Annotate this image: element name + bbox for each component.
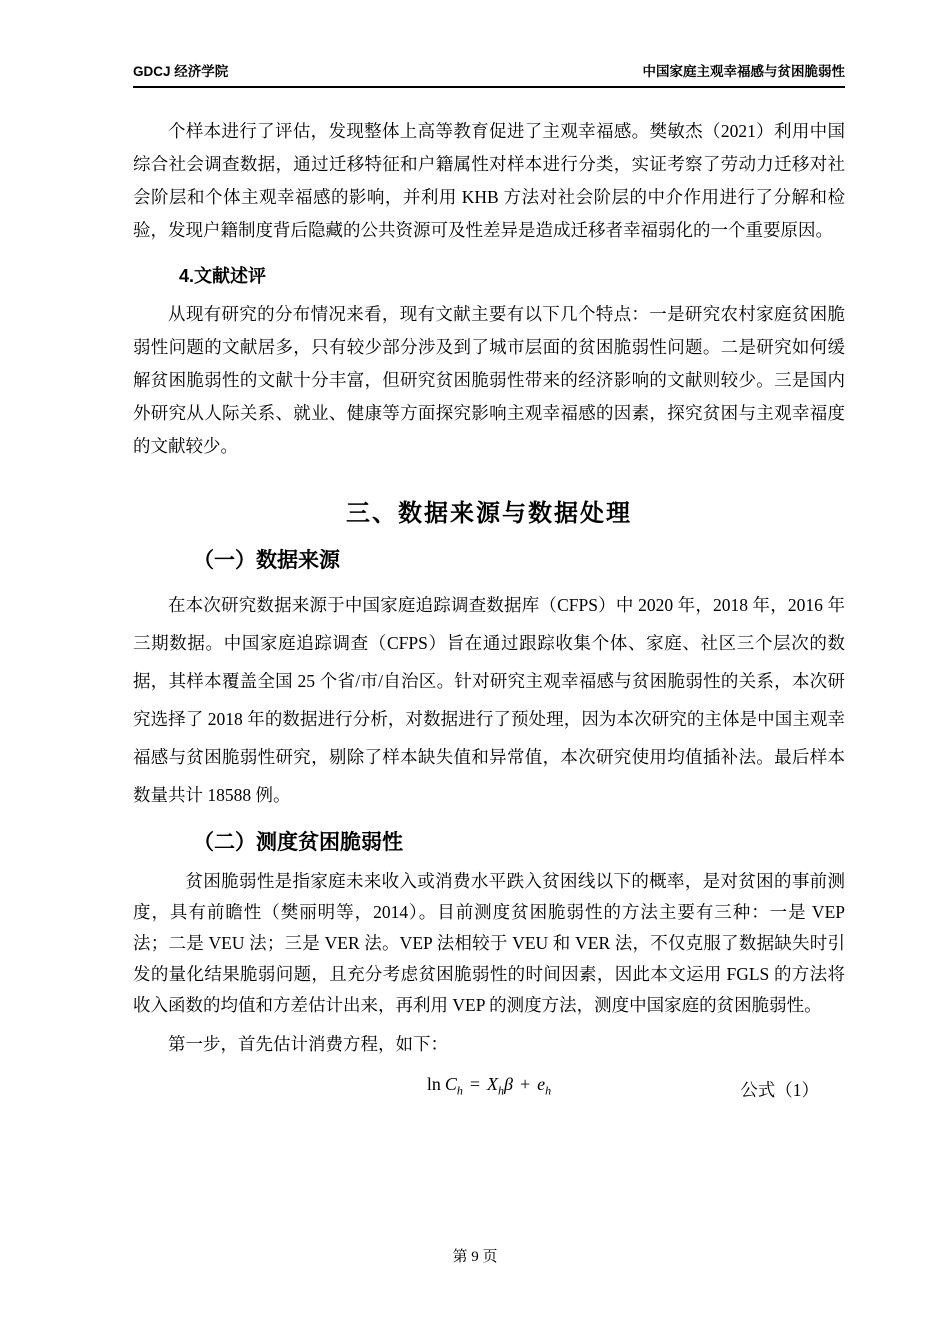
formula-var-e: e <box>537 1074 546 1094</box>
paragraph-data-source: 在本次研究数据来源于中国家庭追踪调查数据库（CFPS）中 2020 年，2018 年，2016 年三期数据。中国家庭追踪调查（CFPS）旨在通过跟踪收集个体、家庭、社区三个层次的数据，其样本覆盖全国 25 个省/市/自治区。针对研究主观幸福感与贫困脆弱性的关系，本次研究选择了 2018 年的数据进行分析，对数据进行了预处理，因为本次研究的主体是中国主观幸福感与贫困脆弱性研究，剔除了样本缺失值和异常值，本次研究使用均值插补法。最后样本数量共计 18588 例。 <box>133 595 845 805</box>
formula-ln: ln <box>426 1074 441 1094</box>
formula-sub-h3: h <box>545 1083 552 1098</box>
formula-row <box>133 1074 845 1108</box>
header-left-text: GDCJ 经济学院 <box>133 64 229 79</box>
page-body <box>133 115 845 1108</box>
header-right-text: 中国家庭主观幸福感与贫困脆弱性 <box>642 64 845 79</box>
page-number: 第 9 页 <box>452 1249 498 1265</box>
heading-literature-review: 4.文献述评 <box>179 266 267 286</box>
paragraph-literature-continuation: 个样本进行了评估，发现整体上高等教育促进了主观幸福感。樊敏杰（2021）利用中国综合社会调查数据，通过迁移特征和户籍属性对样本进行分类，实证考察了劳动力迁移对社会阶层和个体主观幸福感的影响，并利用 KHB 方法对社会阶层的中介作用进行了分解和检验，发现户籍制度背后隐藏的公共资源可及性差异是造成迁移者幸福弱化的一个重要原因。 <box>133 121 845 240</box>
formula-var-x: X <box>487 1074 499 1094</box>
consumption-equation <box>427 1074 551 1099</box>
subsection-title-vulnerability-measure: （二）测度贫困脆弱性 <box>193 831 403 854</box>
formula-equals: = <box>469 1074 481 1094</box>
formula-plus: + <box>520 1074 531 1094</box>
formula-beta: β <box>504 1074 513 1094</box>
formula-number-label: 公式（1） <box>740 1080 819 1100</box>
page-header <box>133 60 845 88</box>
section-title-data: 三、数据来源与数据处理 <box>346 500 632 527</box>
subsection-title-data-source: （一）数据来源 <box>193 549 340 572</box>
formula-var-c: C <box>444 1074 457 1094</box>
formula-sub-h2: h <box>498 1083 505 1098</box>
paragraph-step-one: 第一步，首先估计消费方程，如下： <box>168 1034 448 1054</box>
formula-sub-h1: h <box>456 1083 463 1098</box>
paragraph-vulnerability-method: 贫困脆弱性是指家庭未来收入或消费水平跌入贫困线以下的概率，是对贫困的事前测度，具有前瞻性（樊丽明等，2014）。目前测度贫困脆弱性的方法主要有三种：一是 VEP 法；二是 VEU 法；三是 VER 法。VEP 法相较于 VEU 和 VER 法，不仅克服了数据缺失时引发的量化结果脆弱问题，且充分考虑贫困脆弱性的时间因素，因此本文运用 FGLS 的方法将收入函数的均值和方差估计出来，再利用 VEP 的测度方法，测度中国家庭的贫困脆弱性。 <box>133 871 845 1015</box>
page-footer <box>0 1245 950 1266</box>
paragraph-review-summary: 从现有研究的分布情况来看，现有文献主要有以下几个特点：一是研究农村家庭贫困脆弱性问题的文献居多，只有较少部分涉及到了城市层面的贫困脆弱性问题。二是研究如何缓解贫困脆弱性的文献十分丰富，但研究贫困脆弱性带来的经济影响的文献则较少。三是国内外研究从人际关系、就业、健康等方面探究影响主观幸福感的因素，探究贫困与主观幸福度的文献较少。 <box>133 304 845 456</box>
